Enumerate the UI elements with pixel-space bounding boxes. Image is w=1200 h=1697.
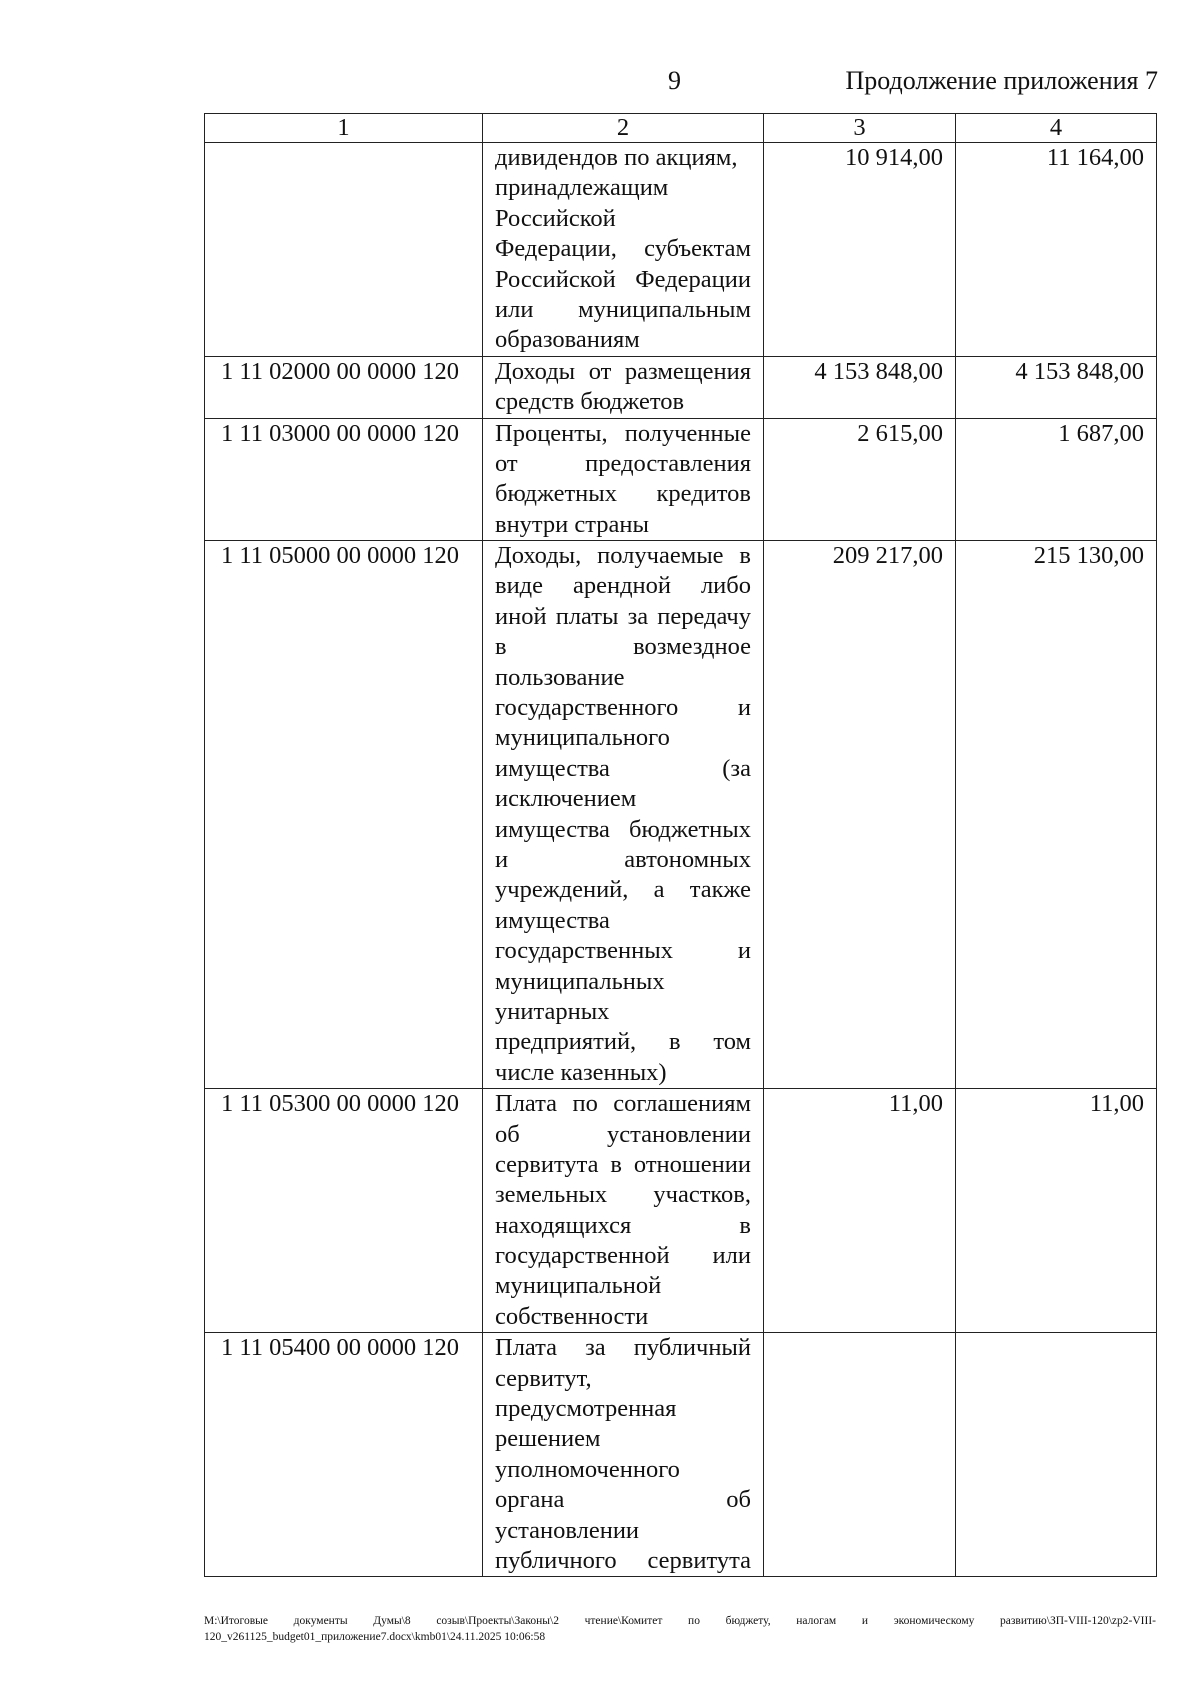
amount-column-4: 11 164,00	[956, 143, 1157, 357]
column-number: 1	[205, 114, 483, 143]
description-line: образованиям	[495, 326, 640, 354]
revenue-description	[483, 418, 764, 541]
revenue-code	[205, 143, 483, 357]
amount-column-4: 4 153 848,00	[956, 356, 1157, 418]
amount-column-4: 215 130,00	[956, 541, 1157, 1089]
description-line: Плата по соглашениям	[495, 1090, 751, 1118]
appendix-continuation-note: Продолжение приложения 7	[845, 66, 1158, 95]
table-row	[205, 143, 1157, 357]
revenue-description	[483, 1333, 764, 1577]
description-line: публичного сервитута	[495, 1546, 751, 1574]
amount-column-4: 11,00	[956, 1089, 1157, 1333]
revenue-description	[483, 143, 764, 357]
revenue-code: 1 11 05000 00 0000 120	[205, 541, 483, 1089]
description-line: принадлежащим	[495, 174, 669, 202]
amount-column-3	[764, 1333, 956, 1577]
description-line: сервитута в отношении	[495, 1150, 751, 1178]
table-row	[205, 356, 1157, 418]
column-number: 4	[956, 114, 1157, 143]
page-number: 9	[668, 66, 681, 95]
description-line: Федерации, субъектам	[495, 235, 751, 263]
description-line: числе казенных)	[495, 1058, 667, 1086]
description-line: учреждений, а также	[495, 876, 751, 904]
revenue-code: 1 11 05400 00 0000 120	[205, 1333, 483, 1577]
revenue-table	[204, 113, 1157, 1577]
description-line: решением	[495, 1425, 601, 1453]
description-line: муниципальных	[495, 967, 665, 995]
description-line: предусмотренная	[495, 1395, 677, 1423]
description-line: собственности	[495, 1302, 649, 1330]
description-line: государственных и	[495, 937, 751, 965]
description-line: об установлении	[495, 1120, 751, 1148]
revenue-code: 1 11 03000 00 0000 120	[205, 418, 483, 541]
description-line: государственного и	[495, 694, 751, 722]
revenue-code: 1 11 05300 00 0000 120	[205, 1089, 483, 1333]
description-line: муниципального	[495, 724, 670, 752]
description-line: исключением	[495, 785, 637, 813]
amount-column-3: 4 153 848,00	[764, 356, 956, 418]
description-line: дивидендов по акциям,	[495, 144, 738, 171]
column-number-row	[205, 114, 1157, 143]
description-line: муниципальной	[495, 1272, 662, 1300]
description-line: имущества (за	[495, 754, 751, 782]
description-line: предприятий, в том	[495, 1028, 751, 1056]
description-line: установлении	[495, 1516, 640, 1544]
amount-column-3: 209 217,00	[764, 541, 956, 1089]
column-number: 3	[764, 114, 956, 143]
description-line: Доходы, получаемые в	[495, 542, 751, 570]
description-line: имущества бюджетных	[495, 815, 751, 843]
revenue-code: 1 11 02000 00 0000 120	[205, 356, 483, 418]
description-line: унитарных	[495, 997, 610, 1025]
description-line: находящихся в	[495, 1211, 751, 1239]
table-row	[205, 1089, 1157, 1333]
description-line: Российской Федерации	[495, 265, 751, 293]
revenue-description	[483, 1089, 764, 1333]
revenue-description	[483, 541, 764, 1089]
description-line: виде арендной либо	[495, 572, 751, 600]
description-line: Российской	[495, 204, 616, 232]
column-number: 2	[483, 114, 764, 143]
description-line: Проценты, полученные	[495, 419, 751, 447]
table-row	[205, 541, 1157, 1089]
amount-column-4	[956, 1333, 1157, 1577]
description-line: имущества	[495, 906, 610, 934]
amount-column-3: 10 914,00	[764, 143, 956, 357]
amount-column-3: 11,00	[764, 1089, 956, 1333]
description-line: иной платы за передачу	[495, 602, 751, 630]
description-line: в возмездное	[495, 633, 751, 661]
amount-column-4: 1 687,00	[956, 418, 1157, 541]
description-line: Доходы от размещения	[495, 357, 751, 385]
table-body	[205, 114, 1157, 1577]
description-line: органа об	[495, 1486, 751, 1514]
document-file-path: M:\Итоговые документы Думы\8 созыв\Проекты\Законы\2 чтение\Комитет по бюджету, налогам и экономическому развитию\ЗП-VIII-120\zp2-VIII-120_v261125_budget01_приложение7.docx\kmb01\24.11.2025 10:06:58	[204, 1615, 1156, 1643]
description-line: земельных участков,	[495, 1181, 751, 1209]
revenue-description	[483, 356, 764, 418]
table-row	[205, 418, 1157, 541]
description-line: или муниципальным	[495, 295, 751, 323]
description-line: государственной или	[495, 1242, 751, 1270]
description-line: от предоставления	[495, 449, 751, 477]
description-line: уполномоченного	[495, 1455, 680, 1483]
amount-column-3: 2 615,00	[764, 418, 956, 541]
description-line: внутри страны	[495, 510, 649, 538]
table-row	[205, 1333, 1157, 1577]
description-line: и автономных	[495, 845, 751, 873]
description-line: средств бюджетов	[495, 388, 685, 416]
description-line: бюджетных кредитов	[495, 480, 751, 508]
description-line: сервитут,	[495, 1364, 592, 1392]
description-line: пользование	[495, 663, 625, 691]
description-line: Плата за публичный	[495, 1334, 751, 1362]
